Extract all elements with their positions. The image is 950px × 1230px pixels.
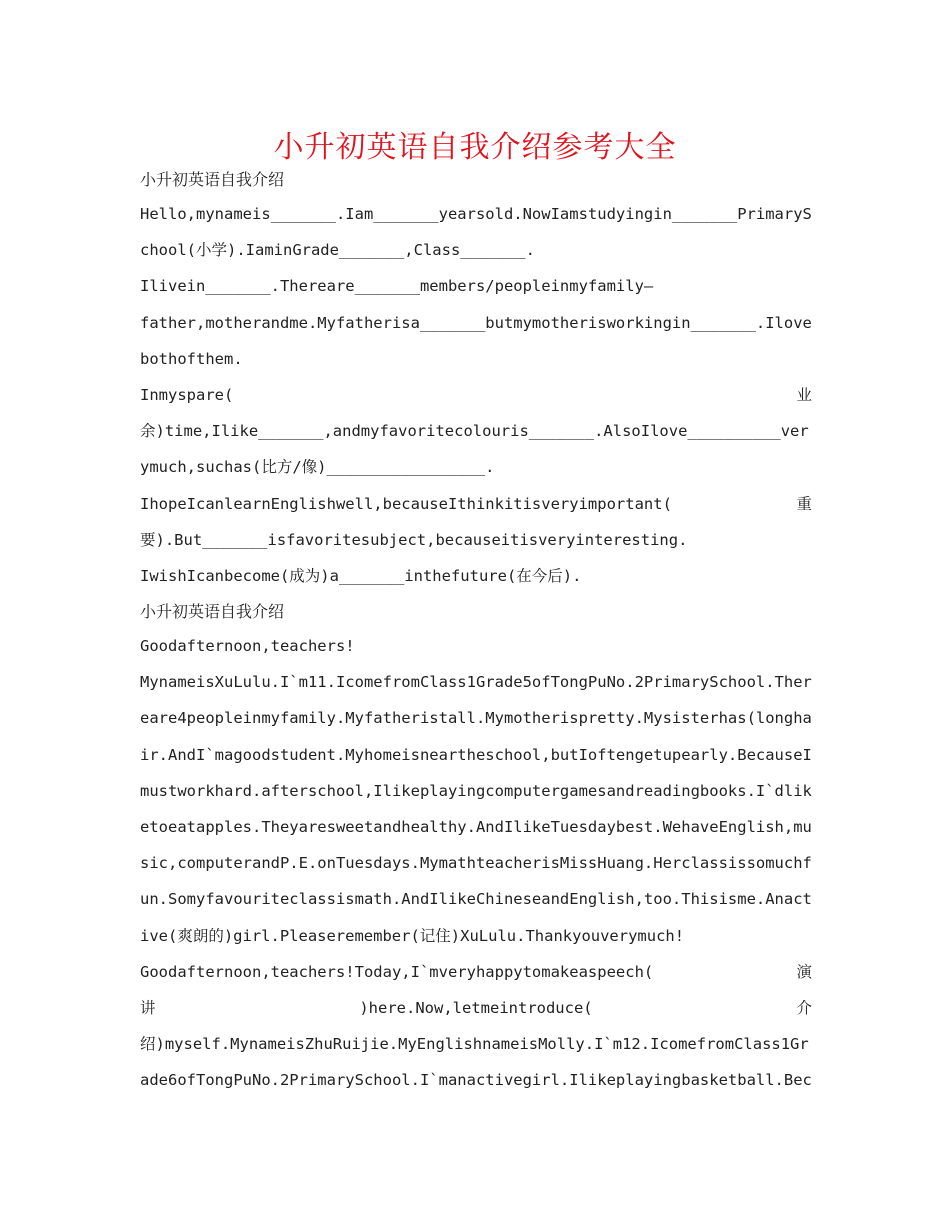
text-line: MynameisXuLulu.I`m11.IcomefromClass1Grade5ofTongPuNo.2PrimarySchool.Ther [140,673,812,692]
text-segment: )here.Now,letmeintroduce( [359,998,593,1017]
text-line [140,492,812,528]
text-line: 要).But_______isfavoritesubject,becauseitisveryinteresting. [140,530,688,549]
text-line: Hello,mynameis_______.Iam_______yearsold.NowIamstudyingin_______PrimaryS [140,205,812,223]
text-line: un.Somyfavouriteclassismath.AndIlikeChineseandEnglish,too.Thisisme.Anact [140,890,812,909]
document-title: 小升初英语自我介绍参考大全 [273,130,677,165]
text-line: 绍)myself.MynameisZhuRuijie.MyEnglishnameisMolly.I`m12.IcomefromClass1Gr [140,1035,809,1054]
text-segment: 业 [796,385,812,404]
text-line: Goodafternoon,teachers! [140,637,355,656]
text-line: IwishIcanbecome(成为)a_______inthefuture(在今后). [140,566,582,585]
text-line: eare4peopleinmyfamily.Myfatheristall.Mymotherispretty.Mysisterhas(longha [140,709,812,728]
text-segment: 重 [796,494,812,513]
text-segment: Inmyspare( [140,385,234,404]
text-line [140,960,812,996]
text-segment: Goodafternoon,teachers!Today,I`mveryhappytomakeaspeech( [140,962,654,981]
text-line [140,383,812,419]
text-line: ir.AndI`magoodstudent.Myhomeisneartheschool,butIoftengetupearly.BecauseI [140,745,812,764]
text-line: etoeatapples.Theyaresweetandhealthy.AndIlikeTuesdaybest.WehaveEnglish,mu [140,818,812,836]
document-body [140,168,812,1105]
text-segment: IhopeIcanlearnEnglishwell,becauseIthinkitisveryimportant( [140,494,672,513]
text-line: ive(爽朗的)girl.Pleaseremember(记住)XuLulu.Thankyouverymuch! [140,926,685,945]
section-heading: 小升初英语自我介绍 [140,170,285,189]
text-segment: 演 [796,962,812,981]
text-line: ade6ofTongPuNo.2PrimarySchool.I`manactivegirl.Ilikeplayingbasketball.Bec [140,1071,812,1090]
text-line: ymuch,suchas(比方/像)_________________. [140,458,495,477]
text-line: father,motherandme.Myfatherisa_______butmymotherisworkingin_______.Ilove [140,313,812,332]
text-line: bothofthem. [140,349,243,368]
text-line: 余)time,Ilike_______,andmyfavoritecolouris_______.AlsoIlove__________ver [140,422,809,441]
section-heading: 小升初英语自我介绍 [140,602,285,622]
text-line [140,996,812,1032]
text-segment: 介 [796,998,812,1017]
text-line: sic,computerandP.E.onTuesdays.MymathteacherisMissHuang.Herclassissomuchf [140,854,812,873]
text-segment: 讲 [140,998,156,1017]
text-line: chool(小学).IaminGrade_______,Class_______. [140,241,535,260]
text-line: mustworkhard.afterschool,Ilikeplayingcomputergamesandreadingbooks.I`dlik [140,781,812,800]
text-line: Ilivein_______.Thereare_______members/peopleinmyfamily— [140,277,654,296]
